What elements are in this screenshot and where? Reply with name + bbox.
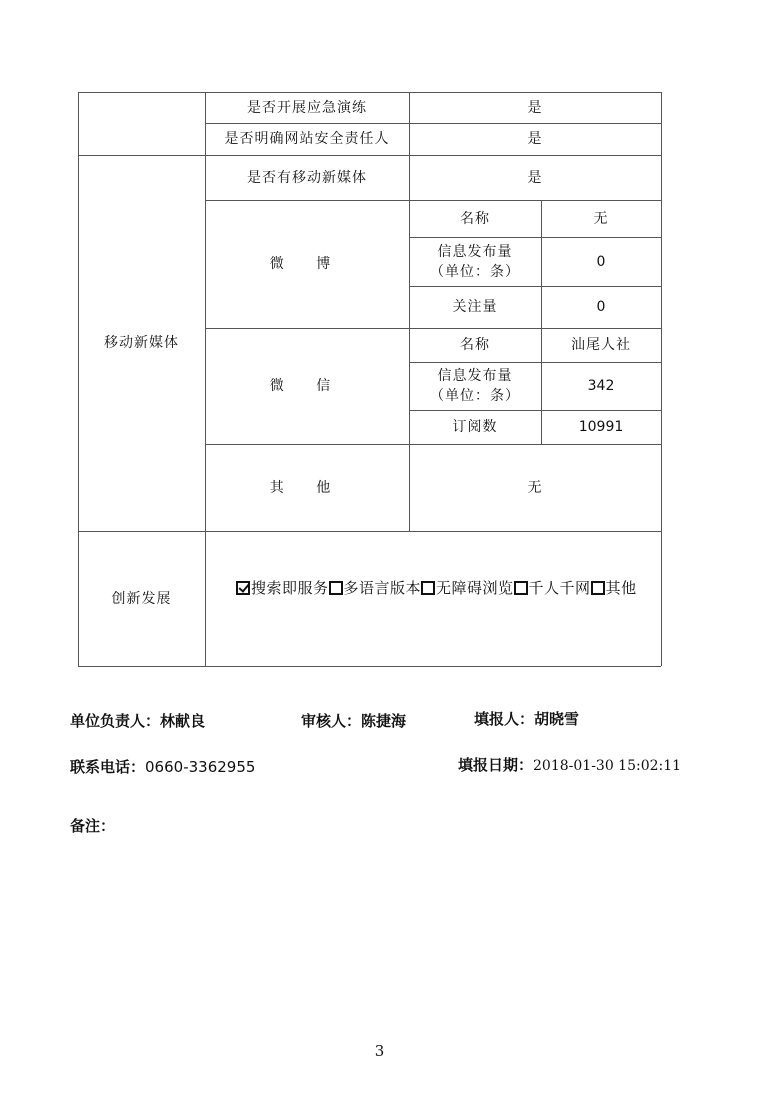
checkbox-empty-icon[interactable] — [329, 581, 343, 595]
unit-head-value: 林献良 — [160, 712, 206, 730]
innovation-option-label: 多语言版本 — [343, 579, 422, 597]
unit-head-field — [70, 710, 205, 731]
checkbox-empty-icon[interactable] — [421, 581, 435, 595]
wechat-posts-label-line2: （单位：条） — [430, 388, 520, 404]
filler-label: 填报人： — [474, 710, 535, 728]
drill-value: 是 — [527, 99, 543, 116]
phone-value: 0660-3362955 — [145, 758, 256, 776]
reviewer-label: 审核人： — [301, 712, 362, 730]
checkbox-empty-icon[interactable] — [591, 581, 605, 595]
checkbox-empty-icon[interactable] — [514, 581, 528, 595]
innovation-options — [236, 577, 637, 598]
innovation-option[interactable] — [421, 577, 514, 598]
unit-head-label: 单位负责人： — [70, 712, 161, 730]
reviewer-value: 陈捷海 — [361, 712, 407, 730]
other-value: 无 — [527, 479, 543, 496]
page-number: 3 — [374, 1042, 385, 1060]
section-innovation-label: 创新发展 — [111, 590, 172, 607]
date-field — [458, 754, 681, 775]
wechat-posts-label — [409, 362, 541, 410]
table-border-right — [661, 92, 662, 666]
has-media-value: 是 — [527, 169, 543, 186]
has-media-label: 是否有移动新媒体 — [247, 169, 367, 186]
checkbox-checked-icon[interactable] — [236, 581, 250, 595]
wechat-subscribers-label: 订阅数 — [452, 419, 498, 435]
wechat-name-value: 汕尾人社 — [571, 337, 631, 353]
innovation-option[interactable] — [514, 577, 591, 598]
security-value: 是 — [527, 131, 543, 147]
innovation-option[interactable] — [329, 577, 422, 598]
wechat-name-label: 名称 — [460, 337, 490, 353]
weibo-posts-label-line1: 信息发布量 — [437, 243, 513, 260]
weibo-posts-label-line2: （单位：条） — [430, 263, 520, 280]
innovation-option-label: 千人千网 — [528, 579, 591, 597]
phone-label: 联系电话： — [70, 758, 146, 776]
reviewer-field — [301, 710, 406, 731]
section-media-label: 移动新媒体 — [104, 335, 179, 351]
innovation-option[interactable] — [591, 577, 637, 598]
innovation-option[interactable] — [236, 577, 329, 598]
wechat-label: 微 信 — [269, 378, 345, 394]
table-border-bottom — [78, 666, 661, 667]
filler-value: 胡晓雪 — [534, 710, 580, 728]
wechat-subscribers-value: 10991 — [578, 419, 624, 435]
notes-label: 备注： — [70, 817, 116, 835]
date-label: 填报日期： — [458, 756, 534, 774]
innovation-option-label: 搜索即服务 — [251, 579, 329, 597]
other-label: 其 他 — [269, 479, 345, 496]
weibo-followers-value: 0 — [596, 299, 606, 315]
wechat-posts-value: 342 — [587, 378, 615, 394]
weibo-name-value: 无 — [593, 210, 609, 227]
weibo-posts-label — [409, 237, 541, 286]
wechat-posts-label-line1: 信息发布量 — [437, 368, 513, 384]
weibo-name-label: 名称 — [460, 210, 490, 227]
date-value: 2018-01-30 15:02:11 — [533, 758, 682, 774]
innovation-option-label: 无障碍浏览 — [436, 579, 514, 597]
weibo-followers-label: 关注量 — [452, 299, 498, 315]
weibo-label: 微 博 — [269, 256, 345, 272]
drill-label: 是否开展应急演练 — [247, 99, 367, 116]
security-label: 是否明确网站安全责任人 — [224, 131, 390, 147]
weibo-posts-value: 0 — [596, 253, 606, 270]
phone-field — [70, 756, 255, 777]
innovation-option-label: 其他 — [605, 579, 637, 597]
filler-field — [474, 708, 579, 729]
